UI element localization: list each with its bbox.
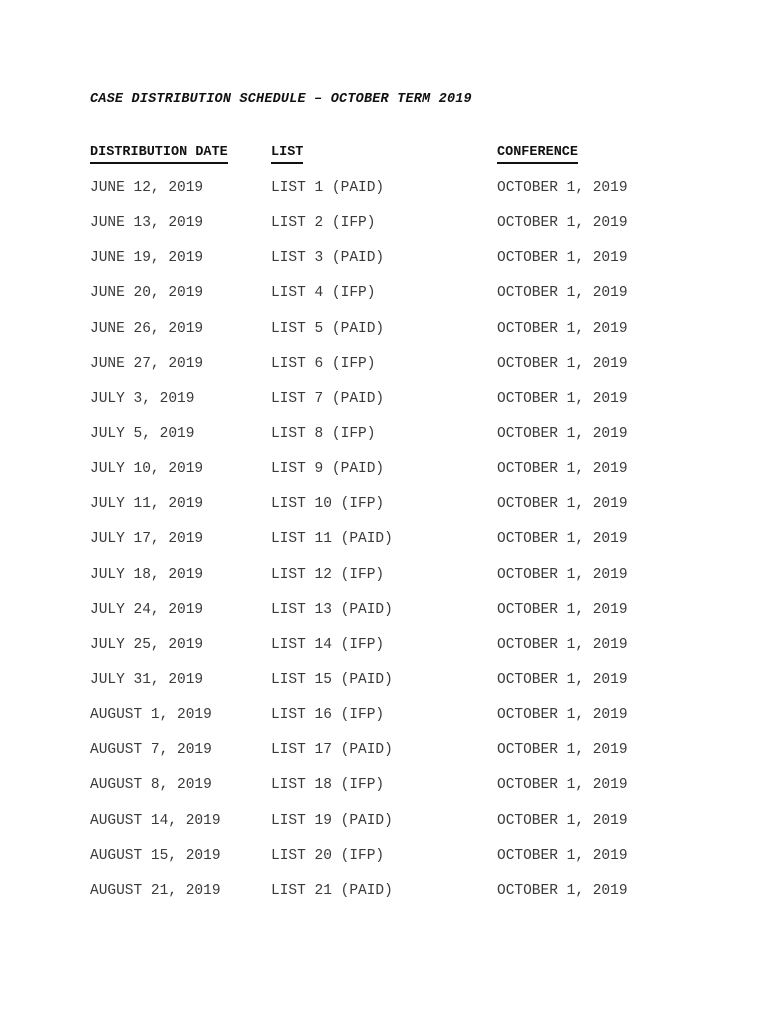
table-row xyxy=(0,424,768,459)
list-cell: LIST 21 (PAID) xyxy=(271,882,393,899)
table-row xyxy=(0,635,768,670)
distribution-date-cell: JUNE 12, 2019 xyxy=(90,180,204,196)
table-row xyxy=(0,740,768,775)
distribution-date-cell: JUNE 26, 2019 xyxy=(90,320,204,337)
conference-cell: OCTOBER 1, 2019 xyxy=(497,812,628,829)
document-title: CASE DISTRIBUTION SCHEDULE – OCTOBER TERM 2019 xyxy=(90,92,472,107)
list-cell: LIST 18 (IFP) xyxy=(271,777,385,794)
conference-cell: OCTOBER 1, 2019 xyxy=(497,636,628,653)
conference-cell: OCTOBER 1, 2019 xyxy=(497,882,628,899)
table-row xyxy=(0,600,768,635)
distribution-date-cell: JUNE 19, 2019 xyxy=(90,250,204,267)
table-row xyxy=(0,529,768,564)
header-list: LIST xyxy=(271,145,303,164)
conference-cell: OCTOBER 1, 2019 xyxy=(497,847,628,864)
distribution-date-cell: AUGUST 8, 2019 xyxy=(90,777,212,794)
header-conference: CONFERENCE xyxy=(497,145,578,164)
table-row xyxy=(0,213,768,248)
conference-cell: OCTOBER 1, 2019 xyxy=(497,215,628,232)
conference-cell: OCTOBER 1, 2019 xyxy=(497,601,628,618)
distribution-date-cell: JULY 17, 2019 xyxy=(90,531,204,548)
table-row xyxy=(0,565,768,600)
table-row xyxy=(0,178,768,213)
table-row xyxy=(0,846,768,881)
table-row xyxy=(0,670,768,705)
conference-cell: OCTOBER 1, 2019 xyxy=(497,531,628,548)
list-cell: LIST 2 (IFP) xyxy=(271,215,376,232)
table-row xyxy=(0,248,768,283)
conference-cell: OCTOBER 1, 2019 xyxy=(497,707,628,724)
distribution-date-cell: JULY 18, 2019 xyxy=(90,566,204,583)
conference-cell: OCTOBER 1, 2019 xyxy=(497,355,628,372)
list-cell: LIST 16 (IFP) xyxy=(271,707,385,724)
list-cell: LIST 3 (PAID) xyxy=(271,250,385,267)
list-cell: LIST 1 (PAID) xyxy=(271,180,385,196)
distribution-date-cell: JUNE 13, 2019 xyxy=(90,215,204,232)
conference-cell: OCTOBER 1, 2019 xyxy=(497,777,628,794)
table-row xyxy=(0,881,768,916)
list-cell: LIST 7 (PAID) xyxy=(271,390,385,407)
distribution-date-cell: JUNE 20, 2019 xyxy=(90,285,204,302)
distribution-date-cell: JULY 25, 2019 xyxy=(90,636,204,653)
table-row xyxy=(0,283,768,318)
list-cell: LIST 11 (PAID) xyxy=(271,531,393,548)
list-cell: LIST 10 (IFP) xyxy=(271,496,385,513)
conference-cell: OCTOBER 1, 2019 xyxy=(497,496,628,513)
table-row xyxy=(0,705,768,740)
conference-cell: OCTOBER 1, 2019 xyxy=(497,285,628,302)
conference-cell: OCTOBER 1, 2019 xyxy=(497,566,628,583)
distribution-date-cell: JULY 31, 2019 xyxy=(90,671,204,688)
distribution-date-cell: JULY 3, 2019 xyxy=(90,390,195,407)
distribution-date-cell: AUGUST 1, 2019 xyxy=(90,707,212,724)
list-cell: LIST 15 (PAID) xyxy=(271,671,393,688)
table-row xyxy=(0,319,768,354)
table-row xyxy=(0,811,768,846)
list-cell: LIST 5 (PAID) xyxy=(271,320,385,337)
table-row xyxy=(0,389,768,424)
distribution-date-cell: JUNE 27, 2019 xyxy=(90,355,204,372)
list-cell: LIST 4 (IFP) xyxy=(271,285,376,302)
list-cell: LIST 17 (PAID) xyxy=(271,742,393,759)
distribution-date-cell: AUGUST 21, 2019 xyxy=(90,882,221,899)
conference-cell: OCTOBER 1, 2019 xyxy=(497,180,628,196)
distribution-date-cell: JULY 5, 2019 xyxy=(90,425,195,442)
conference-cell: OCTOBER 1, 2019 xyxy=(497,425,628,442)
distribution-date-cell: AUGUST 15, 2019 xyxy=(90,847,221,864)
table-row xyxy=(0,775,768,810)
distribution-date-cell: AUGUST 7, 2019 xyxy=(90,742,212,759)
list-cell: LIST 8 (IFP) xyxy=(271,425,376,442)
distribution-date-cell: JULY 24, 2019 xyxy=(90,601,204,618)
conference-cell: OCTOBER 1, 2019 xyxy=(497,390,628,407)
table-row xyxy=(0,459,768,494)
list-cell: LIST 14 (IFP) xyxy=(271,636,385,653)
list-cell: LIST 19 (PAID) xyxy=(271,812,393,829)
table-header xyxy=(0,145,768,165)
conference-cell: OCTOBER 1, 2019 xyxy=(497,671,628,688)
list-cell: LIST 13 (PAID) xyxy=(271,601,393,618)
list-cell: LIST 12 (IFP) xyxy=(271,566,385,583)
header-distribution-date: DISTRIBUTION DATE xyxy=(90,145,228,164)
list-cell: LIST 20 (IFP) xyxy=(271,847,385,864)
schedule-table xyxy=(0,178,768,916)
list-cell: LIST 6 (IFP) xyxy=(271,355,376,372)
conference-cell: OCTOBER 1, 2019 xyxy=(497,461,628,478)
conference-cell: OCTOBER 1, 2019 xyxy=(497,250,628,267)
distribution-date-cell: AUGUST 14, 2019 xyxy=(90,812,221,829)
conference-cell: OCTOBER 1, 2019 xyxy=(497,320,628,337)
distribution-date-cell: JULY 11, 2019 xyxy=(90,496,204,513)
distribution-date-cell: JULY 10, 2019 xyxy=(90,461,204,478)
conference-cell: OCTOBER 1, 2019 xyxy=(497,742,628,759)
table-row xyxy=(0,354,768,389)
list-cell: LIST 9 (PAID) xyxy=(271,461,385,478)
table-row xyxy=(0,494,768,529)
